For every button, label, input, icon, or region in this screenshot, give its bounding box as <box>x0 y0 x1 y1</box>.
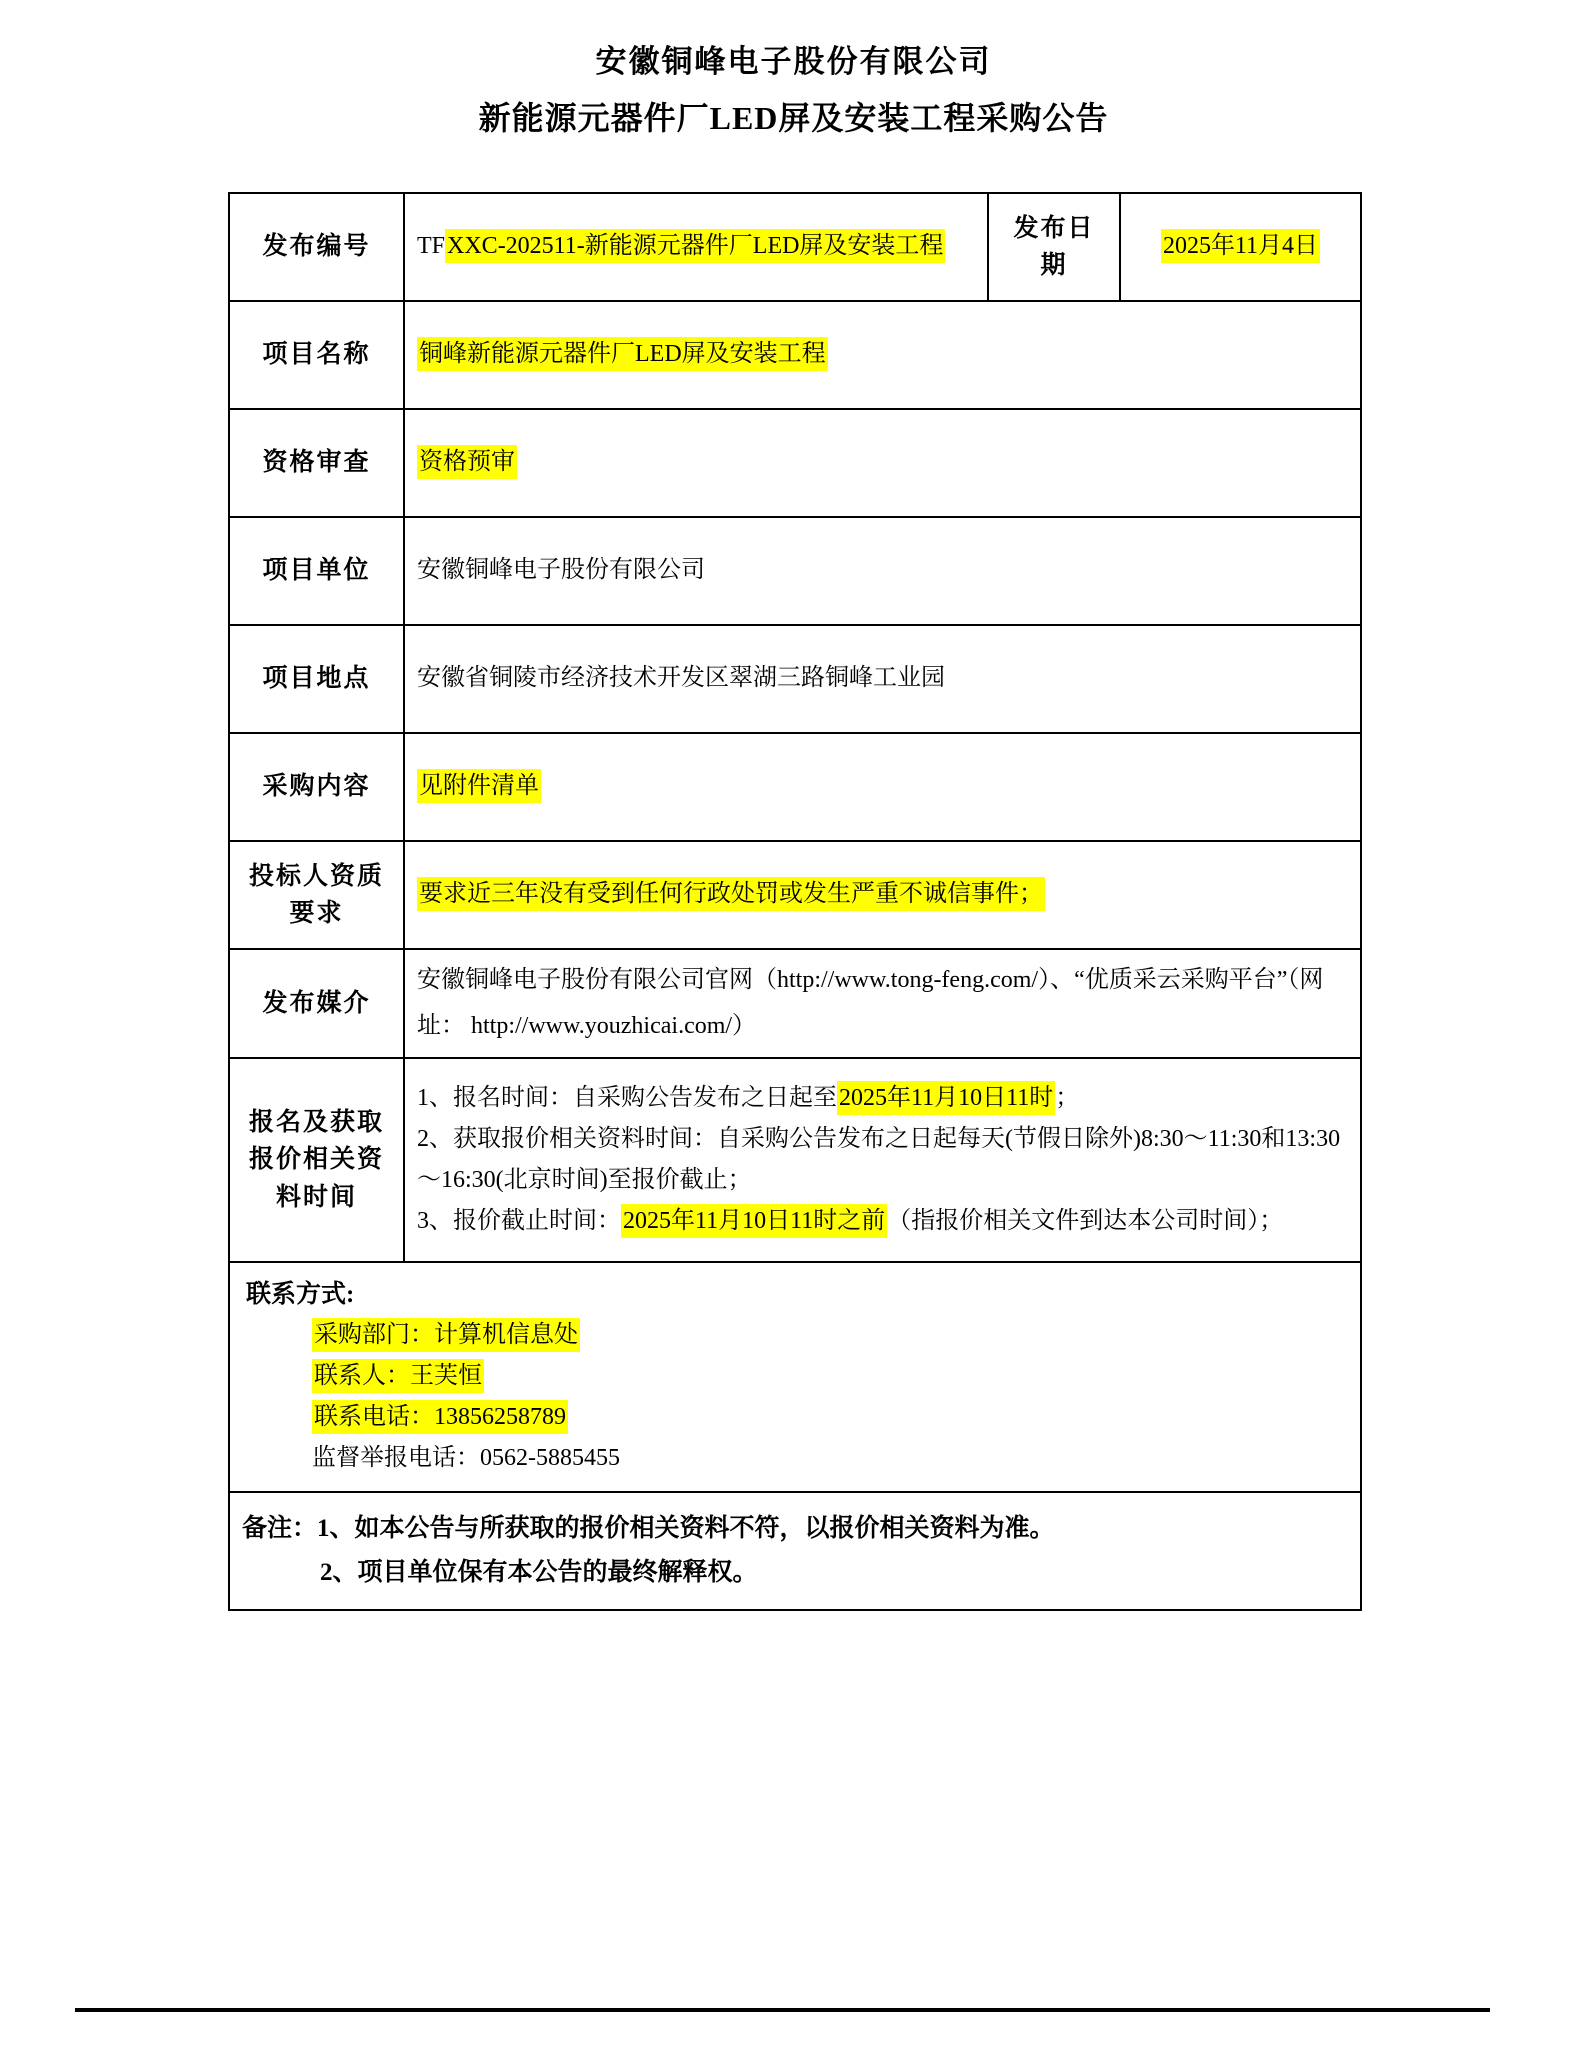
text-line <box>246 1397 1344 1438</box>
row-label: 项目单位 <box>229 517 404 625</box>
table-row <box>229 517 1361 625</box>
row-label: 发布媒介 <box>229 949 404 1058</box>
text-line <box>417 1119 1348 1201</box>
row-value <box>404 517 1361 625</box>
text-segment: （指报价相关文件到达本公司时间）； <box>887 1208 1284 1235</box>
row-value <box>404 301 1361 409</box>
doc-title-line1: 安徽铜峰电子股份有限公司 <box>595 44 992 79</box>
publish-date-label: 发布日期 <box>988 193 1120 301</box>
row-label: 投标人资质要求 <box>229 841 404 949</box>
schedule-value <box>404 1058 1361 1262</box>
contact-heading: 联系方式: <box>246 1281 355 1309</box>
text-segment: ； <box>1055 1085 1080 1112</box>
document-header <box>0 0 1587 139</box>
text-line <box>417 1078 1348 1119</box>
row-label: 项目名称 <box>229 301 404 409</box>
announcement-table <box>228 192 1362 1611</box>
highlighted-text: 2025年11月10日11时 <box>837 1081 1055 1115</box>
highlighted-text: 2025年11月4日 <box>1161 229 1320 263</box>
publish-no-label: 发布编号 <box>229 193 404 301</box>
text-segment: 安徽铜峰电子股份有限公司官网（http://www.tong-feng.com/）、“优质采云采购平台”（网址： http://www.youzhicai.com/） <box>417 967 1324 1039</box>
text-line <box>417 1201 1348 1242</box>
table-row <box>229 301 1361 409</box>
text-line <box>246 1356 1344 1397</box>
text-segment: 2、获取报价相关资料时间：自采购公告发布之日起每天(节假日除外)8:30～11:30和13:30～16:30(北京时间)至报价截止； <box>417 1126 1341 1194</box>
publish-date-value <box>1120 193 1361 301</box>
text-segment: 安徽省铜陵市经济技术开发区翠湖三路铜峰工业园 <box>417 665 945 692</box>
highlighted-text: 2025年11月10日11时之前 <box>621 1204 887 1238</box>
remark-line-2: 2、项目单位保有本公告的最终解释权。 <box>320 1559 758 1587</box>
row-value <box>404 949 1361 1058</box>
text-segment: TF <box>417 233 446 260</box>
highlighted-text: 联系人：王芙恒 <box>312 1359 484 1393</box>
table-row <box>229 409 1361 517</box>
highlighted-text: 联系电话：13856258789 <box>312 1400 568 1434</box>
doc-title-line2: 新能源元器件厂LED屏及安装工程采购公告 <box>478 100 1109 136</box>
text-segment: 1、报名时间：自采购公告发布之日起至 <box>417 1085 837 1112</box>
text-line <box>246 1438 1344 1479</box>
table-row <box>229 841 1361 949</box>
highlighted-text: 见附件清单 <box>417 769 541 803</box>
table-row <box>229 733 1361 841</box>
text-segment: 3、报价截止时间： <box>417 1208 621 1235</box>
highlighted-text: 铜峰新能源元器件厂LED屏及安装工程 <box>417 337 828 371</box>
row-value <box>404 625 1361 733</box>
highlighted-text: 采购部门：计算机信息处 <box>312 1318 580 1352</box>
row-label: 采购内容 <box>229 733 404 841</box>
row-value <box>404 841 1361 949</box>
publish-row <box>229 193 1361 301</box>
schedule-label: 报名及获取报价相关资料时间 <box>229 1058 404 1262</box>
remark-cell <box>229 1492 1361 1610</box>
row-value <box>404 409 1361 517</box>
row-label: 项目地点 <box>229 625 404 733</box>
row-label: 资格审查 <box>229 409 404 517</box>
publish-no-value <box>404 193 988 301</box>
table-row <box>229 949 1361 1058</box>
schedule-row <box>229 1058 1361 1262</box>
contact-lines <box>246 1315 1344 1479</box>
remark-line-1: 备注：1、如本公告与所获取的报价相关资料不符，以报价相关资料为准。 <box>242 1515 1055 1543</box>
text-segment: 安徽铜峰电子股份有限公司 <box>417 557 705 584</box>
remark-row <box>229 1492 1361 1610</box>
highlighted-text: XXC-202511-新能源元器件厂LED屏及安装工程 <box>445 229 945 263</box>
highlighted-text: 资格预审 <box>417 445 517 479</box>
text-segment: 监督举报电话：0562-5885455 <box>312 1445 620 1472</box>
row-value <box>404 733 1361 841</box>
footer-divider <box>75 2008 1490 2012</box>
contact-row <box>229 1262 1361 1492</box>
table-row <box>229 625 1361 733</box>
highlighted-text: 要求近三年没有受到任何行政处罚或发生严重不诚信事件； <box>417 877 1045 911</box>
contact-cell <box>229 1262 1361 1492</box>
text-line <box>246 1315 1344 1356</box>
